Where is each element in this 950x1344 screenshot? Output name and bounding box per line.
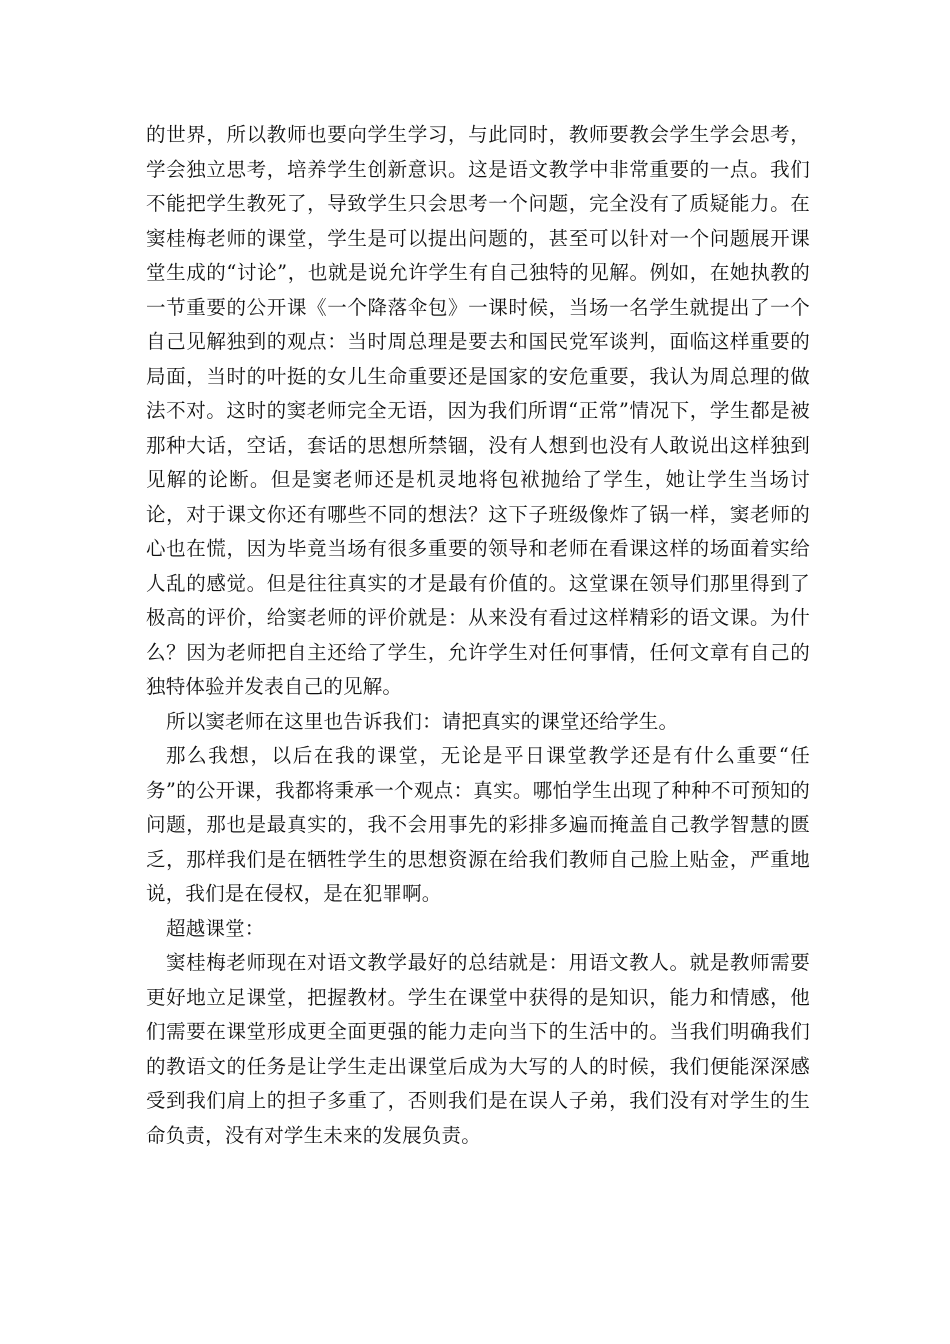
- paragraph-my-classroom: 那么我想，以后在我的课堂，无论是平日课堂教学还是有什么重要“任务”的公开课，我都将秉承一个观点：真实。哪怕学生出现了种种不可预知的问题，那也是最真实的，我不会用事先的彩排多遍而掩盖自己教学智慧的匮乏，那样我们是在牺牲学生的思想资源在给我们教师自己脸上贴金，严重地说，我们是在侵权，是在犯罪啊。: [146, 744, 810, 905]
- paragraph-teach-with-chinese: 窦桂梅老师现在对语文教学最好的总结就是：用语文教人。就是教师需要更好地立足课堂，把握教材。学生在课堂中获得的是知识，能力和情感，他们需要在课堂形成更全面更强的能力走向当下的生活中的。当我们明确我们的教语文的任务是让学生走出课堂后成为大写的人的时候，我们便能深深感受到我们肩上的担子多重了，否则我们是在误人子弟，我们没有对学生的生命负责，没有对学生未来的发展负责。: [146, 951, 810, 1147]
- paragraph-continuation: 的世界，所以教师也要向学生学习，与此同时，教师要教会学生学会思考，学会独立思考，培养学生创新意识。这是语文教学中非常重要的一点。我们不能把学生教死了，导致学生只会思考一个问题，完全没有了质疑能力。在窦桂梅老师的课堂，学生是可以提出问题的，甚至可以针对一个问题展开课堂生成的“讨论”，也就是说允许学生有自己独特的见解。例如，在她执教的一节重要的公开课《一个降落伞包》一课时候，当场一名学生就提出了一个自己见解独到的观点：当时周总理是要去和国民党军谈判，面临这样重要的局面，当时的叶挺的女儿生命重要还是国家的安危重要，我认为周总理的做法不对。这时的窦老师完全无语，因为我们所谓“正常”情况下，学生都是被那种大话，空话，套话的思想所禁锢，没有人想到也没有人敢说出这样独到见解的论断。但是窦老师还是机灵地将包袱抛给了学生，她让学生当场讨论，对于课文你还有哪些不同的想法？这下子班级像炸了锅一样，窦老师的心也在慌，因为毕竟当场有很多重要的领导和老师在看课这样的场面着实给人乱的感觉。但是往往真实的才是最有价值的。这堂课在领导们那里得到了极高的评价，给窦老师的评价就是：从来没有看过这样精彩的语文课。为什么？因为老师把自主还给了学生，允许学生对任何事情，任何文章有自己的独特体验并发表自己的见解。: [146, 123, 810, 698]
- section-heading-beyond-classroom: 超越课堂：: [166, 916, 265, 940]
- paragraph-real-classroom: 所以窦老师在这里也告诉我们：请把真实的课堂还给学生。: [166, 709, 679, 733]
- document-page: [146, 118, 810, 1153]
